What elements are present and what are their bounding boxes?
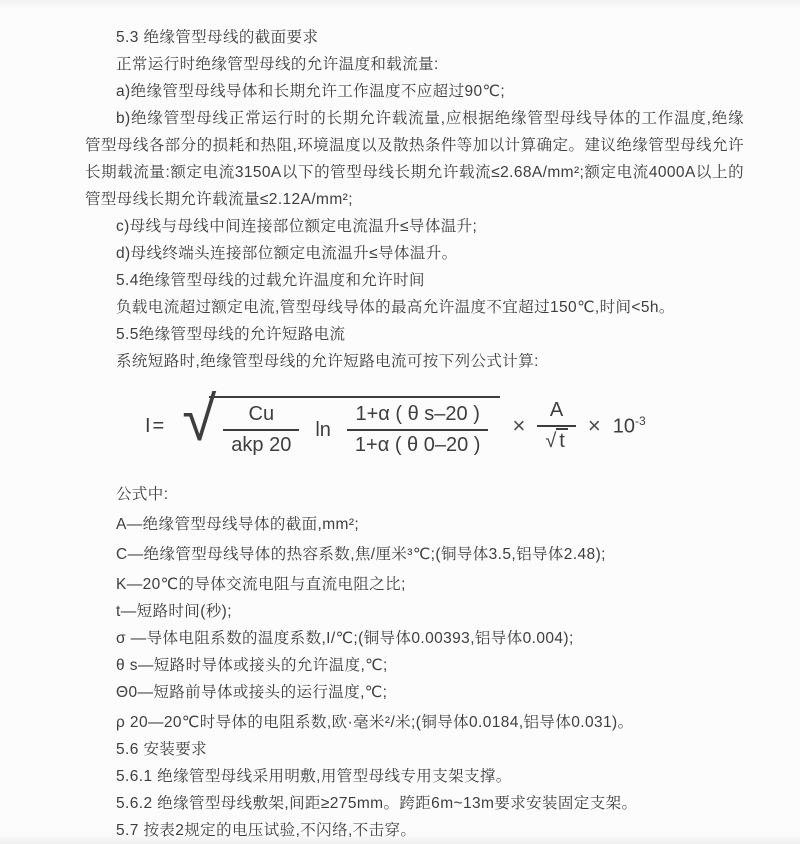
fraction-cu: $\frac{Cu}{\text{akp 20}}$ [223, 403, 299, 457]
list-item-a: a)绝缘管型母线导体和长期允许工作温度不应超过90℃; [116, 83, 506, 100]
list-item-b: b)绝缘管型母线正常运行时的长期允许载流量,应根据绝缘管型母线导体的工作温度,绝缘管型母线各部分的损耗和热阻,环境温度以及散热条件等加以计算确定。建议绝缘管型母线允许长期载流量:额定电流3150A以下的管型母线长期允许载流≤2.68A/mm²;额定电流4000A以上的管型母线长期允许载流量≤2.12A/mm²; [85, 110, 744, 208]
section-heading-5-5: 5.5绝缘管型母线的允许短路电流 [116, 326, 346, 343]
multiply-sign-2: × [587, 413, 601, 438]
symbol-def-rho-20: ρ 20—20℃时导体的电阻系数,欧·毫米²/米;(铜导体0.0184,铝导体0.031)。 [116, 714, 634, 731]
fraction-temperature: $\frac{\text{1+α ( θ s–20 )}}{1+\alpha ( \theta 0-20 )}$ [347, 403, 489, 457]
multiply-sign: × [512, 413, 526, 438]
symbol-def-sigma: σ —导体电阻系数的温度系数,I/℃;(铜导体0.00393,铝导体0.004); [116, 630, 574, 647]
power-of-ten: $10^{-3}$ [612, 413, 646, 438]
section-heading-5-4: 5.4绝缘管型母线的过载允许温度和允许时间 [116, 272, 425, 289]
radical-sign: √ [182, 385, 217, 454]
para-5-6-2: 5.6.2 绝缘管型母线敷架,间距≥275mm。跨距6m~13m要求安装固定支架。 [116, 795, 638, 812]
para-normal-operation: 正常运行时绝缘管型母线的允许温度和载流量: [116, 56, 439, 73]
formula-lhs: I= [145, 414, 167, 437]
section-heading-5-3: 5.3 绝缘管型母线的截面要求 [116, 29, 319, 46]
small-radical-sign: √ [545, 430, 557, 452]
symbol-def-A: A—绝缘管型母线导体的截面,mm²; [116, 516, 360, 533]
ln-operator: ln [315, 418, 331, 441]
symbol-def-theta-s: θ s—短路时导体或接头的允许温度,℃; [116, 657, 388, 674]
para-formula-legend-title: 公式中: [116, 486, 169, 503]
shortcircuit-current-formula [145, 387, 744, 465]
para-shortcircuit-intro: 系统短路时,绝缘管型母线的允许短路电流可按下列公式计算: [116, 353, 539, 370]
para-overload: 负载电流超过额定电流,管型母线导体的最高允许温度不宜超过150℃,时间<5h。 [116, 299, 675, 316]
symbol-def-C: C—绝缘管型母线导体的热容系数,焦/厘米³℃;(铜导体3.5,铝导体2.48); [116, 546, 606, 563]
section-heading-5-7: 5.7 按表2规定的电压试验,不闪络,不击穿。 [116, 822, 417, 839]
list-item-c: c)母线与母线中间连接部位额定电流温升≤导体温升; [116, 218, 478, 235]
section-heading-5-6: 5.6 安装要求 [116, 741, 208, 758]
symbol-def-K: K—20℃的导体交流电阻与直流电阻之比; [116, 576, 406, 593]
list-item-d: d)母线终端头连接部位额定电流温升≤导体温升。 [116, 245, 458, 262]
fraction-area-time: $\frac{A}{√ t}$ [537, 399, 576, 453]
para-5-6-1: 5.6.1 绝缘管型母线采用明敷,用管型母线专用支架支撑。 [116, 768, 512, 785]
square-root [182, 385, 500, 457]
symbol-def-t: t—短路时间(秒); [116, 603, 232, 620]
symbol-def-theta-0: Θ0—短路前导体或接头的运行温度,℃; [116, 684, 388, 701]
